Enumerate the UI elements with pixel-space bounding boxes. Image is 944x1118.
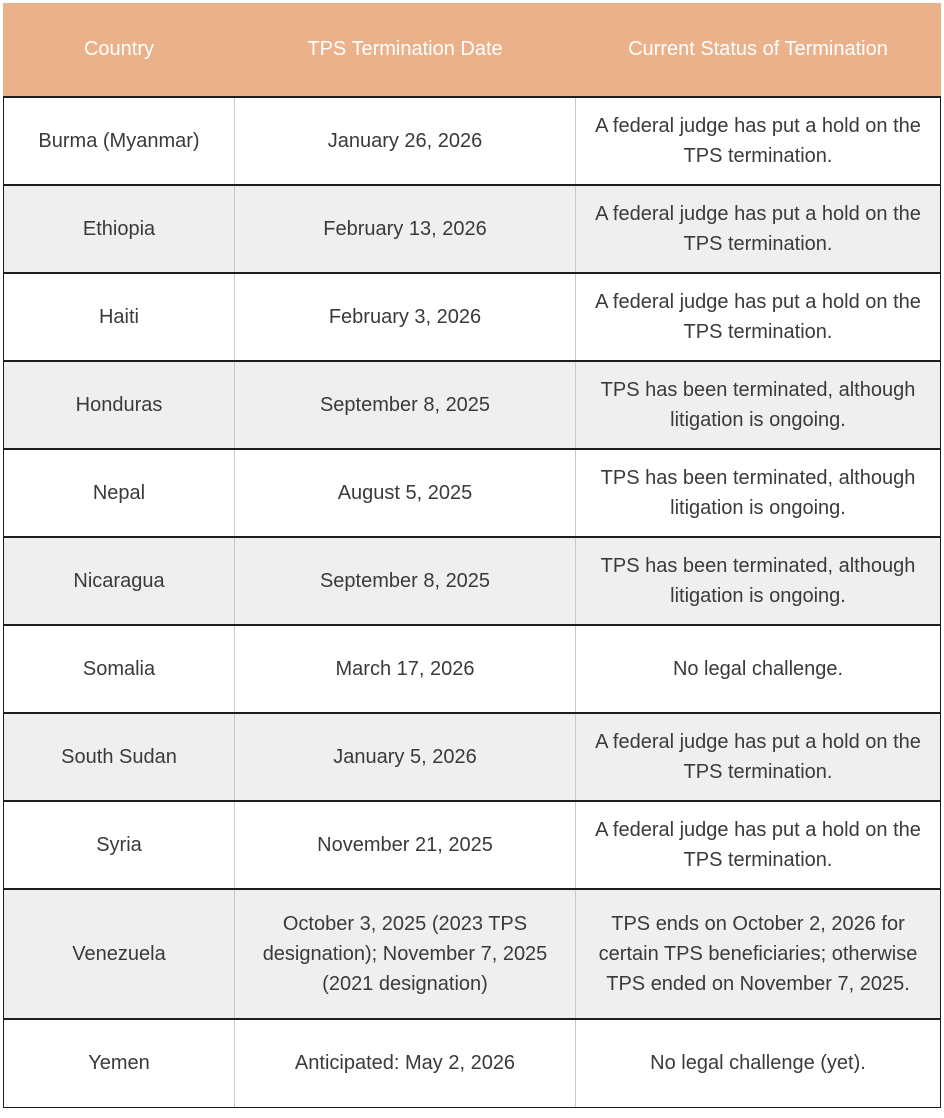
cell-country: Yemen <box>4 1019 235 1107</box>
table-row <box>4 361 941 449</box>
cell-date: February 3, 2026 <box>235 273 576 361</box>
cell-date: September 8, 2025 <box>235 537 576 625</box>
header-country: Country <box>4 3 235 97</box>
cell-status: A federal judge has put a hold on the TPS termination. <box>576 801 941 889</box>
cell-date: September 8, 2025 <box>235 361 576 449</box>
cell-date: October 3, 2025 (2023 TPS designation); November 7, 2025 (2021 designation) <box>235 889 576 1019</box>
table-row <box>4 713 941 801</box>
table-row <box>4 97 941 185</box>
cell-country: Ethiopia <box>4 185 235 273</box>
table-row <box>4 537 941 625</box>
table-row <box>4 449 941 537</box>
cell-country: Nepal <box>4 449 235 537</box>
cell-country: Somalia <box>4 625 235 713</box>
cell-country: Honduras <box>4 361 235 449</box>
cell-date: February 13, 2026 <box>235 185 576 273</box>
cell-date: Anticipated: May 2, 2026 <box>235 1019 576 1107</box>
cell-country: Burma (Myanmar) <box>4 97 235 185</box>
cell-country: South Sudan <box>4 713 235 801</box>
table-row <box>4 273 941 361</box>
cell-country: Syria <box>4 801 235 889</box>
header-termination-date: TPS Termination Date <box>235 3 576 97</box>
cell-status: TPS has been terminated, although litigation is ongoing. <box>576 537 941 625</box>
tps-table-container <box>3 3 940 1108</box>
table-header <box>4 3 941 97</box>
cell-date: August 5, 2025 <box>235 449 576 537</box>
header-row <box>4 3 941 97</box>
cell-status: No legal challenge. <box>576 625 941 713</box>
cell-status: A federal judge has put a hold on the TPS termination. <box>576 713 941 801</box>
cell-status: A federal judge has put a hold on the TPS termination. <box>576 97 941 185</box>
table-row <box>4 889 941 1019</box>
cell-status: A federal judge has put a hold on the TPS termination. <box>576 273 941 361</box>
cell-country: Haiti <box>4 273 235 361</box>
cell-date: November 21, 2025 <box>235 801 576 889</box>
cell-status: No legal challenge (yet). <box>576 1019 941 1107</box>
tps-termination-table <box>3 3 941 1108</box>
cell-status: TPS has been terminated, although litigation is ongoing. <box>576 361 941 449</box>
cell-status: A federal judge has put a hold on the TPS termination. <box>576 185 941 273</box>
cell-date: January 5, 2026 <box>235 713 576 801</box>
table-row <box>4 625 941 713</box>
table-body <box>4 97 941 1107</box>
cell-country: Venezuela <box>4 889 235 1019</box>
cell-status: TPS has been terminated, although litigation is ongoing. <box>576 449 941 537</box>
cell-status: TPS ends on October 2, 2026 for certain TPS beneficiaries; otherwise TPS ended on November 7, 2025. <box>576 889 941 1019</box>
table-row <box>4 185 941 273</box>
cell-date: March 17, 2026 <box>235 625 576 713</box>
table-row <box>4 801 941 889</box>
cell-country: Nicaragua <box>4 537 235 625</box>
cell-date: January 26, 2026 <box>235 97 576 185</box>
header-status: Current Status of Termination <box>576 3 941 97</box>
table-row <box>4 1019 941 1107</box>
